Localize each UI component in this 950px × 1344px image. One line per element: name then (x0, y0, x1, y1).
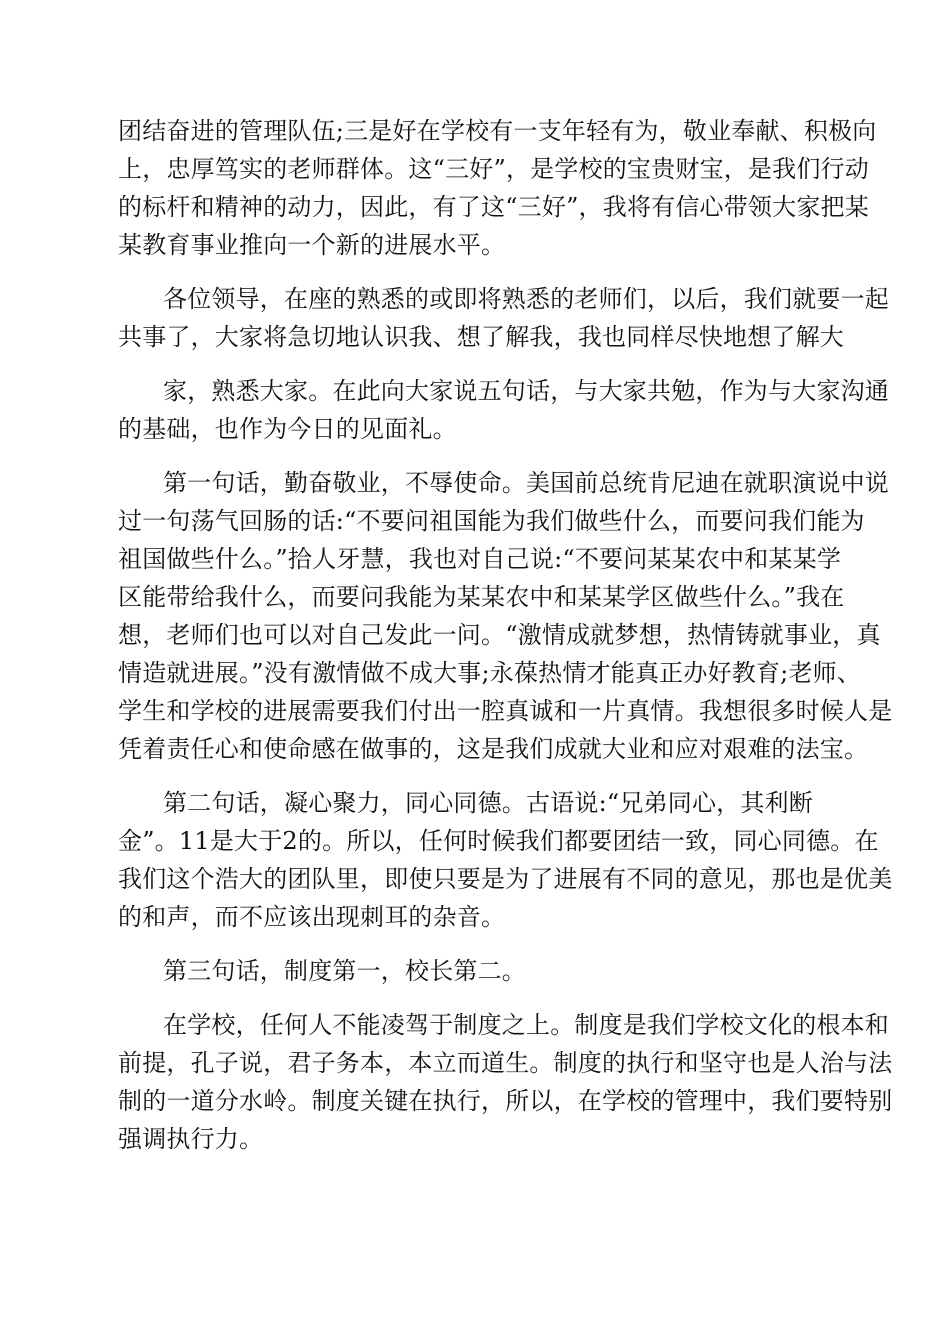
text-line: 祖国做些什么。”拾人牙慧，我也对自己说:“不要问某某农中和某某学 (118, 545, 842, 573)
text-line: 强调执行力。 (118, 1125, 264, 1153)
text-line: 学生和学校的进展需要我们付出一腔真诚和一片真情。我想很多时候人是 (118, 697, 893, 725)
text-line: 凭着责任心和使命感在做事的，这是我们成就大业和应对艰难的法宝。 (118, 735, 869, 763)
text-line: 金”。11是大于2的。所以，任何时候我们都要团结一致，同心同德。在 (118, 827, 879, 855)
text-line: 的基础，也作为今日的见面礼。 (118, 415, 457, 443)
text-line: 共事了，大家将急切地认识我、想了解我，我也同样尽快地想了解大 (118, 323, 844, 351)
text-line: 第二句话，凝心聚力，同心同德。古语说:“兄弟同心，其利断 (163, 789, 813, 817)
text-line: 区能带给我什么，而要问我能为某某农中和某某学区做些什么。”我在 (118, 583, 845, 611)
text-line: 的和声，而不应该出现刺耳的杂音。 (118, 903, 506, 931)
text-line: 过一句荡气回肠的话:“不要问祖国能为我们做些什么，而要问我们能为 (118, 507, 865, 535)
text-line: 第三句话，制度第一，校长第二。 (163, 957, 526, 985)
text-line: 制的一道分水岭。制度关键在执行，所以，在学校的管理中，我们要特别 (118, 1087, 893, 1115)
text-line: 我们这个浩大的团队里，即使只要是为了进展有不同的意见，那也是优美 (118, 865, 893, 893)
text-line: 想，老师们也可以对自己发此一问。“激情成就梦想，热情铸就事业，真 (118, 621, 881, 649)
text-line: 某教育事业推向一个新的进展水平。 (118, 231, 506, 259)
text-line: 前提，孔子说，君子务本，本立而道生。制度的执行和坚守也是人治与法 (118, 1049, 893, 1077)
text-line: 在学校，任何人不能凌驾于制度之上。制度是我们学校文化的根本和 (163, 1011, 889, 1039)
text-line: 家，熟悉大家。在此向大家说五句话，与大家共勉，作为与大家沟通 (163, 377, 889, 405)
text-line: 各位领导，在座的熟悉的或即将熟悉的老师们，以后，我们就要一起 (163, 285, 889, 313)
text-line: 上，忠厚笃实的老师群体。这“三好”，是学校的宝贵财宝，是我们行动 (118, 155, 869, 183)
text-line: 情造就进展。”没有激情做不成大事;永葆热情才能真正办好教育;老师、 (118, 659, 862, 687)
text-line: 第一句话，勤奋敬业，不辱使命。美国前总统肯尼迪在就职演说中说 (163, 469, 889, 497)
text-line: 团结奋进的管理队伍;三是好在学校有一支年轻有为，敬业奉献、积极向 (118, 117, 877, 145)
text-line: 的标杆和精神的动力，因此，有了这“三好”，我将有信心带领大家把某 (118, 193, 869, 221)
